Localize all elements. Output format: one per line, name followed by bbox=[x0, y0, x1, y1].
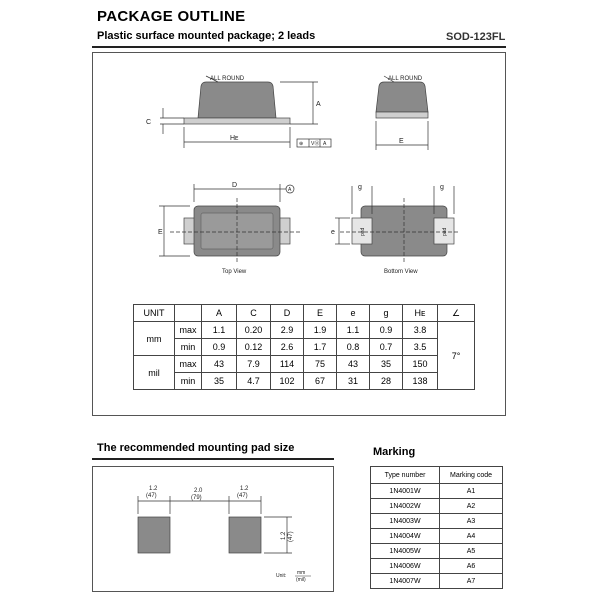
value-cell: 4.7 bbox=[237, 373, 271, 390]
table-header-cell: ∠ bbox=[438, 305, 475, 322]
value-cell: 3.5 bbox=[403, 339, 438, 356]
table-header-cell: E bbox=[304, 305, 337, 322]
value-cell: 0.7 bbox=[370, 339, 403, 356]
dim-e-top-label: E bbox=[158, 229, 163, 236]
tolerance-cell-3: A bbox=[323, 141, 327, 147]
marking-type-cell: 1N4002W bbox=[371, 499, 440, 514]
value-cell: 28 bbox=[370, 373, 403, 390]
unit-denominator: (mil) bbox=[296, 577, 306, 583]
page-title: PACKAGE OUTLINE bbox=[97, 8, 246, 25]
marking-table bbox=[370, 466, 503, 589]
marking-code-cell: A7 bbox=[440, 574, 503, 589]
value-cell: 43 bbox=[202, 356, 237, 373]
tolerance-cell-2: VⓂ bbox=[311, 141, 320, 147]
marking-code-cell: A3 bbox=[440, 514, 503, 529]
value-cell: 2.9 bbox=[271, 322, 304, 339]
value-cell: 0.9 bbox=[202, 339, 237, 356]
marking-title: Marking bbox=[373, 446, 416, 458]
table-header-cell: UNIT bbox=[134, 305, 175, 322]
value-cell: 35 bbox=[202, 373, 237, 390]
pad-dim3-mm: 1.2 bbox=[240, 486, 249, 492]
dim-g-right-label: g bbox=[440, 184, 444, 191]
value-cell: 43 bbox=[337, 356, 370, 373]
marking-type-cell: 1N4006W bbox=[371, 559, 440, 574]
marking-code-cell: A5 bbox=[440, 544, 503, 559]
value-cell: 0.8 bbox=[337, 339, 370, 356]
marking-type-cell: 1N4007W bbox=[371, 574, 440, 589]
row-type-cell: max bbox=[175, 356, 202, 373]
pad-dim2-mm: 2.0 bbox=[194, 488, 203, 494]
value-cell: 0.20 bbox=[237, 322, 271, 339]
pad-dim2-mil: (79) bbox=[191, 495, 202, 501]
package-code: SOD-123FL bbox=[446, 31, 506, 43]
dim-a-label: A bbox=[316, 101, 321, 108]
datum-a-label: A bbox=[288, 187, 292, 193]
top-view-label: Top View bbox=[222, 269, 247, 275]
unit-cell: mil bbox=[134, 356, 175, 390]
dim-e-small-label: e bbox=[331, 229, 335, 236]
dim-c-label: C bbox=[146, 119, 152, 126]
value-cell: 3.8 bbox=[403, 322, 438, 339]
value-cell: 0.9 bbox=[370, 322, 403, 339]
marking-code-cell: A6 bbox=[440, 559, 503, 574]
table-header-cell: g bbox=[370, 305, 403, 322]
marking-type-cell: 1N4004W bbox=[371, 529, 440, 544]
row-type-cell: min bbox=[175, 373, 202, 390]
table-row bbox=[371, 574, 503, 589]
bottom-view-label: Bottom View bbox=[384, 269, 418, 275]
angle-cell: 7° bbox=[438, 322, 475, 390]
value-cell: 150 bbox=[403, 356, 438, 373]
value-cell: 114 bbox=[271, 356, 304, 373]
value-cell: 102 bbox=[271, 373, 304, 390]
value-cell: 1.1 bbox=[202, 322, 237, 339]
row-type-cell: max bbox=[175, 322, 202, 339]
table-row bbox=[371, 559, 503, 574]
pad-dim3-mil: (47) bbox=[237, 493, 248, 499]
pad-right bbox=[229, 517, 261, 553]
table-header-cell: e bbox=[337, 305, 370, 322]
marking-code-cell: A4 bbox=[440, 529, 503, 544]
table-header-cell: Hᴇ bbox=[403, 305, 438, 322]
dim-g-left-label: g bbox=[358, 184, 362, 191]
marking-col-type: Type number bbox=[371, 467, 440, 484]
marking-col-code: Marking code bbox=[440, 467, 503, 484]
pad-label-left: pad bbox=[360, 227, 366, 236]
value-cell: 35 bbox=[370, 356, 403, 373]
pad-dim1-mil: (47) bbox=[146, 493, 157, 499]
value-cell: 67 bbox=[304, 373, 337, 390]
marking-code-cell: A2 bbox=[440, 499, 503, 514]
value-cell: 1.1 bbox=[337, 322, 370, 339]
marking-header-row bbox=[371, 467, 503, 484]
table-row bbox=[371, 529, 503, 544]
tolerance-cell-1: ⊕ bbox=[299, 141, 304, 147]
table-header-cell: C bbox=[237, 305, 271, 322]
dim-he-label: Hᴇ bbox=[230, 135, 239, 142]
unit-cell: mm bbox=[134, 322, 175, 356]
marking-type-cell: 1N4005W bbox=[371, 544, 440, 559]
value-cell: 75 bbox=[304, 356, 337, 373]
unit-numerator: mm bbox=[297, 570, 306, 576]
table-row bbox=[371, 544, 503, 559]
value-cell: 1.7 bbox=[304, 339, 337, 356]
table-row bbox=[371, 499, 503, 514]
value-cell: 2.6 bbox=[271, 339, 304, 356]
value-cell: 31 bbox=[337, 373, 370, 390]
pad-label-right: pad bbox=[442, 227, 448, 236]
table-row bbox=[371, 514, 503, 529]
value-cell: 1.9 bbox=[304, 322, 337, 339]
value-cell: 0.12 bbox=[237, 339, 271, 356]
table-row bbox=[371, 484, 503, 499]
unit-label: Unit: bbox=[276, 573, 287, 579]
pad-dimv-mm: 1.2 bbox=[281, 531, 287, 540]
pad-dim1-mm: 1.2 bbox=[149, 486, 158, 492]
marking-type-cell: 1N4003W bbox=[371, 514, 440, 529]
table-header-cell: D bbox=[271, 305, 304, 322]
table-header-cell: A bbox=[202, 305, 237, 322]
pad-left bbox=[138, 517, 170, 553]
row-type-cell: min bbox=[175, 339, 202, 356]
dim-e-side-label: E bbox=[399, 138, 404, 145]
all-round-note-left: ALL ROUND bbox=[210, 76, 245, 82]
dim-d-label: D bbox=[232, 182, 238, 189]
value-cell: 138 bbox=[403, 373, 438, 390]
marking-type-cell: 1N4001W bbox=[371, 484, 440, 499]
marking-code-cell: A1 bbox=[440, 484, 503, 499]
page-subtitle: Plastic surface mounted package; 2 leads bbox=[97, 30, 316, 42]
value-cell: 7.9 bbox=[237, 356, 271, 373]
mounting-pad-title: The recommended mounting pad size bbox=[97, 442, 295, 454]
all-round-note-right: ALL ROUND bbox=[388, 76, 423, 82]
pad-dimv-mil: (47) bbox=[288, 531, 294, 542]
